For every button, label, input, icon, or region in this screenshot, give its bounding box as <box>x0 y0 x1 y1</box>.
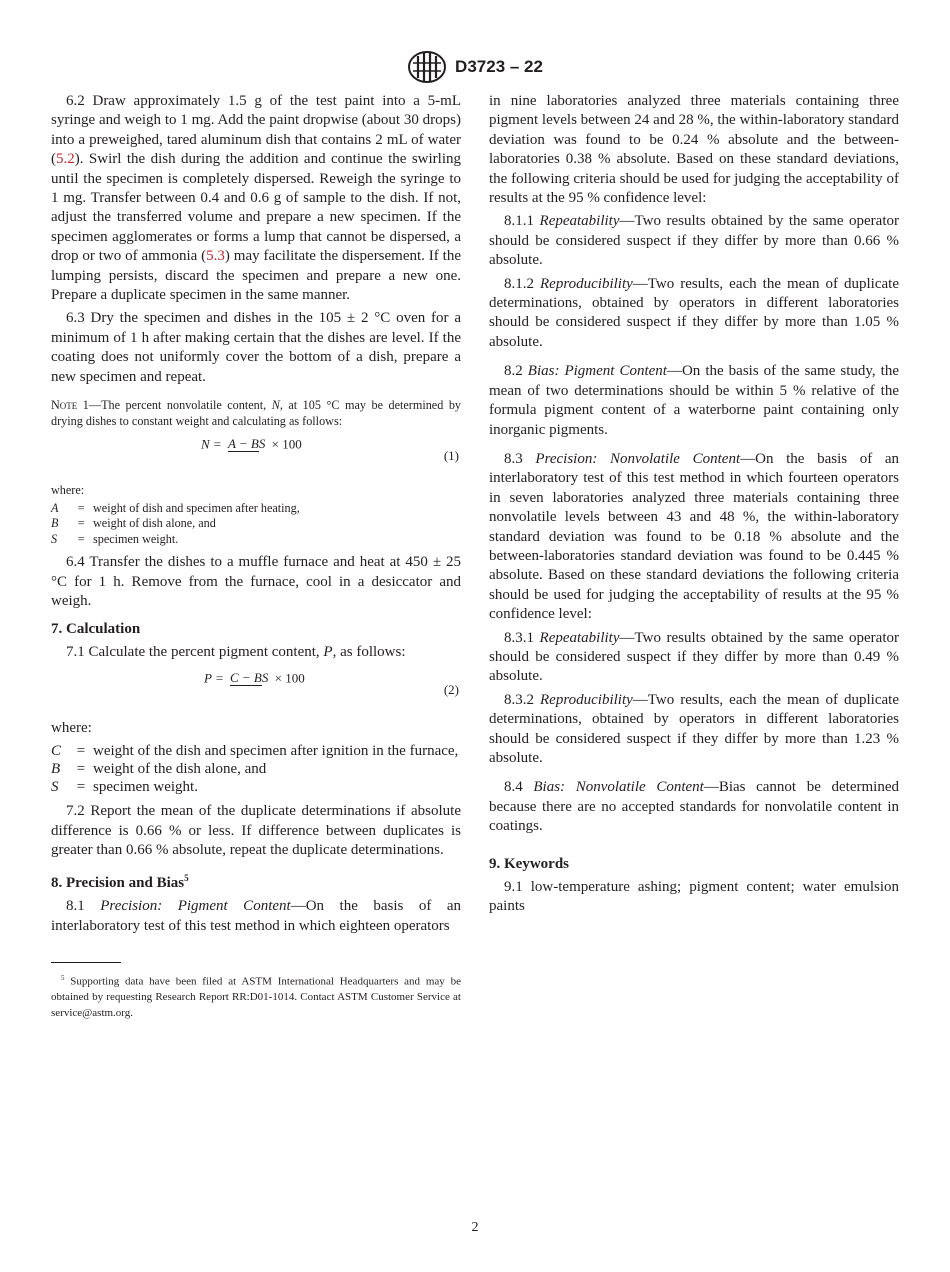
equation-number: (1) <box>443 448 459 464</box>
right-column <box>489 92 899 920</box>
section-8-1-continued: in nine laboratories analyzed three materials containing three pigment levels between 24 and 28 %, the within-laboratory standard deviation was found to be 0.24 % absolute and the between-laboratories 0.38 % absolute. Based on these standard deviations, the following criteria should be used for judging the acceptability of results at the 95 % confidence level: <box>489 93 899 207</box>
footnote-ref[interactable]: 5 <box>184 873 189 884</box>
section-6-2: 6.2 Draw approximately 1.5 g of the test paint into a 5-mL syringe and weigh to 1 mg. Add the paint dropwise (about 30 drops) into a preweighed, tared aluminum dish that contains 2 mL of water (5.2). Swirl the dish during the addition and continue the swirling until the specimen is completely dispersed. Reweigh the syringe to 1 mg. Transfer between 0.4 and 0.6 g of sample to the dish. If not, adjust the transferred volume and prepare a new specimen. If the specimen agglomerates or forms a lump that cannot be dispersed, a drop or two of ammonia (5.3) may facilitate the dispersement. If the lumping persists, discard the specimen and prepare a new one. Prepare a duplicate specimen in the same manner. <box>51 93 461 304</box>
equation-number: (2) <box>443 681 459 697</box>
section-7-2: 7.2 Report the mean of the duplicate determinations if absolute difference is 0.66 % or less. If difference between duplicates is greater than 0.66 % absolute, repeat the duplicate determinations. <box>51 803 461 858</box>
where-label: where: <box>51 483 85 498</box>
where-label: where: <box>51 719 92 736</box>
definition-row: B = weight of the dish alone, and <box>51 761 267 778</box>
section-6-3: 6.3 Dry the specimen and dishes in the 105 ± 2 °C oven for a minimum of 1 h after making certain that the dishes are level. If the coating does not uniformly cover the bottom of a dish, prepare a new specimen and repeat. <box>51 310 461 385</box>
footnote-5: $^5$ Supporting data have been filed at ASTM International Headquarters and may be obtained by requesting Research Report RR:D01-1014. Contact ASTM Customer Service at service@astm.org. <box>51 974 461 1019</box>
page-header <box>0 50 950 84</box>
section-8-3: 8.3 Precision: Nonvolatile Content—On the basis of an interlaboratory test of this test method in which fourteen operators in seven laboratories analyzed three materials containing three nonvolatile levels between 43 and 48 %, the within-laboratory standard deviation was found to be 0.18 % absolute and the between-laboratories standard deviation was found to be 0.445 % absolute. Based on these standard deviations the following criteria should be used for judging the acceptability of results at the 95 % confidence level: <box>489 450 900 623</box>
astm-logo-icon <box>407 50 447 84</box>
definition-row: S = specimen weight. <box>51 531 179 546</box>
document-code: D3723 – 22 <box>455 57 543 76</box>
page-number: 2 <box>471 1220 479 1235</box>
section-8-3-1: 8.3.1 Repeatability—Two results obtained by the same operator should be considered suspect if they differ by more than 0.49 % absolute. <box>489 629 900 685</box>
section-8-1: 8.1 Precision: Pigment Content—On the basis of an interlaboratory test of this test method in which eighteen operators <box>51 898 462 934</box>
section-6-4: 6.4 Transfer the dishes to a muffle furnace and heat at 450 ± 25 °C for 1 h. Remove from the furnace, cool in a desiccator and weigh. <box>51 554 461 609</box>
left-column <box>51 92 461 1021</box>
equation-1: N = A − BS × 100 (1) <box>51 433 461 477</box>
definition-row: S = specimen weight. <box>51 779 198 796</box>
section-8-3-2: 8.3.2 Reproducibility—Two results, each the mean of duplicate determinations, obtained by operators in different laboratories should be considered suspect if they differ by more than 1.23 % absolute. <box>489 691 899 766</box>
section-7-1: 7.1 Calculate the percent pigment content, P, as follows: <box>66 644 406 661</box>
ref-5-2-link[interactable]: 5.2 <box>56 151 75 168</box>
section-8-1-1: 8.1.1 Repeatability—Two results obtained by the same operator should be considered suspect if they differ by more than 0.66 % absolute. <box>489 213 900 269</box>
section-8-2: 8.2 Bias: Pigment Content—On the basis of the same study, the mean of two determinations should be within 5 % relative of the formula pigment content of a waterborne paint containing only inorganic pigments. <box>489 363 900 438</box>
section-8-1-2: 8.1.2 Reproducibility—Two results, each the mean of duplicate determinations, obtained by operators in different laboratories should be considered suspect if they differ by more than 1.05 % absolute. <box>489 275 899 350</box>
definitions-1 <box>51 501 461 548</box>
definition-row: B = weight of dish alone, and <box>51 516 216 531</box>
heading-7-calculation: 7. Calculation <box>51 621 141 638</box>
heading-9-keywords: 9. Keywords <box>489 855 569 872</box>
note-1: Note 1—The percent nonvolatile content, N, at 105 °C may be determined by drying dishes to constant weight and calculating as follows: <box>51 398 462 429</box>
ref-5-3-link[interactable]: 5.3 <box>206 248 225 265</box>
equation-2: P = C − BS × 100 (2) <box>51 667 461 711</box>
section-9-1: 9.1 low-temperature ashing; pigment content; water emulsion paints <box>489 878 899 915</box>
heading-8-precision-bias: 8. Precision and Bias$^5$ <box>51 873 189 892</box>
definitions-2 <box>51 742 461 796</box>
definition-row: A = weight of dish and specimen after heating, <box>51 500 300 515</box>
footnote-divider <box>51 962 121 963</box>
section-8-4: 8.4 Bias: Nonvolatile Content—Bias cannot be determined because there are no accepted standards for nonvolatile content in coatings. <box>489 779 899 835</box>
definition-row: C = weight of the dish and specimen after ignition in the furnace, <box>51 743 459 760</box>
